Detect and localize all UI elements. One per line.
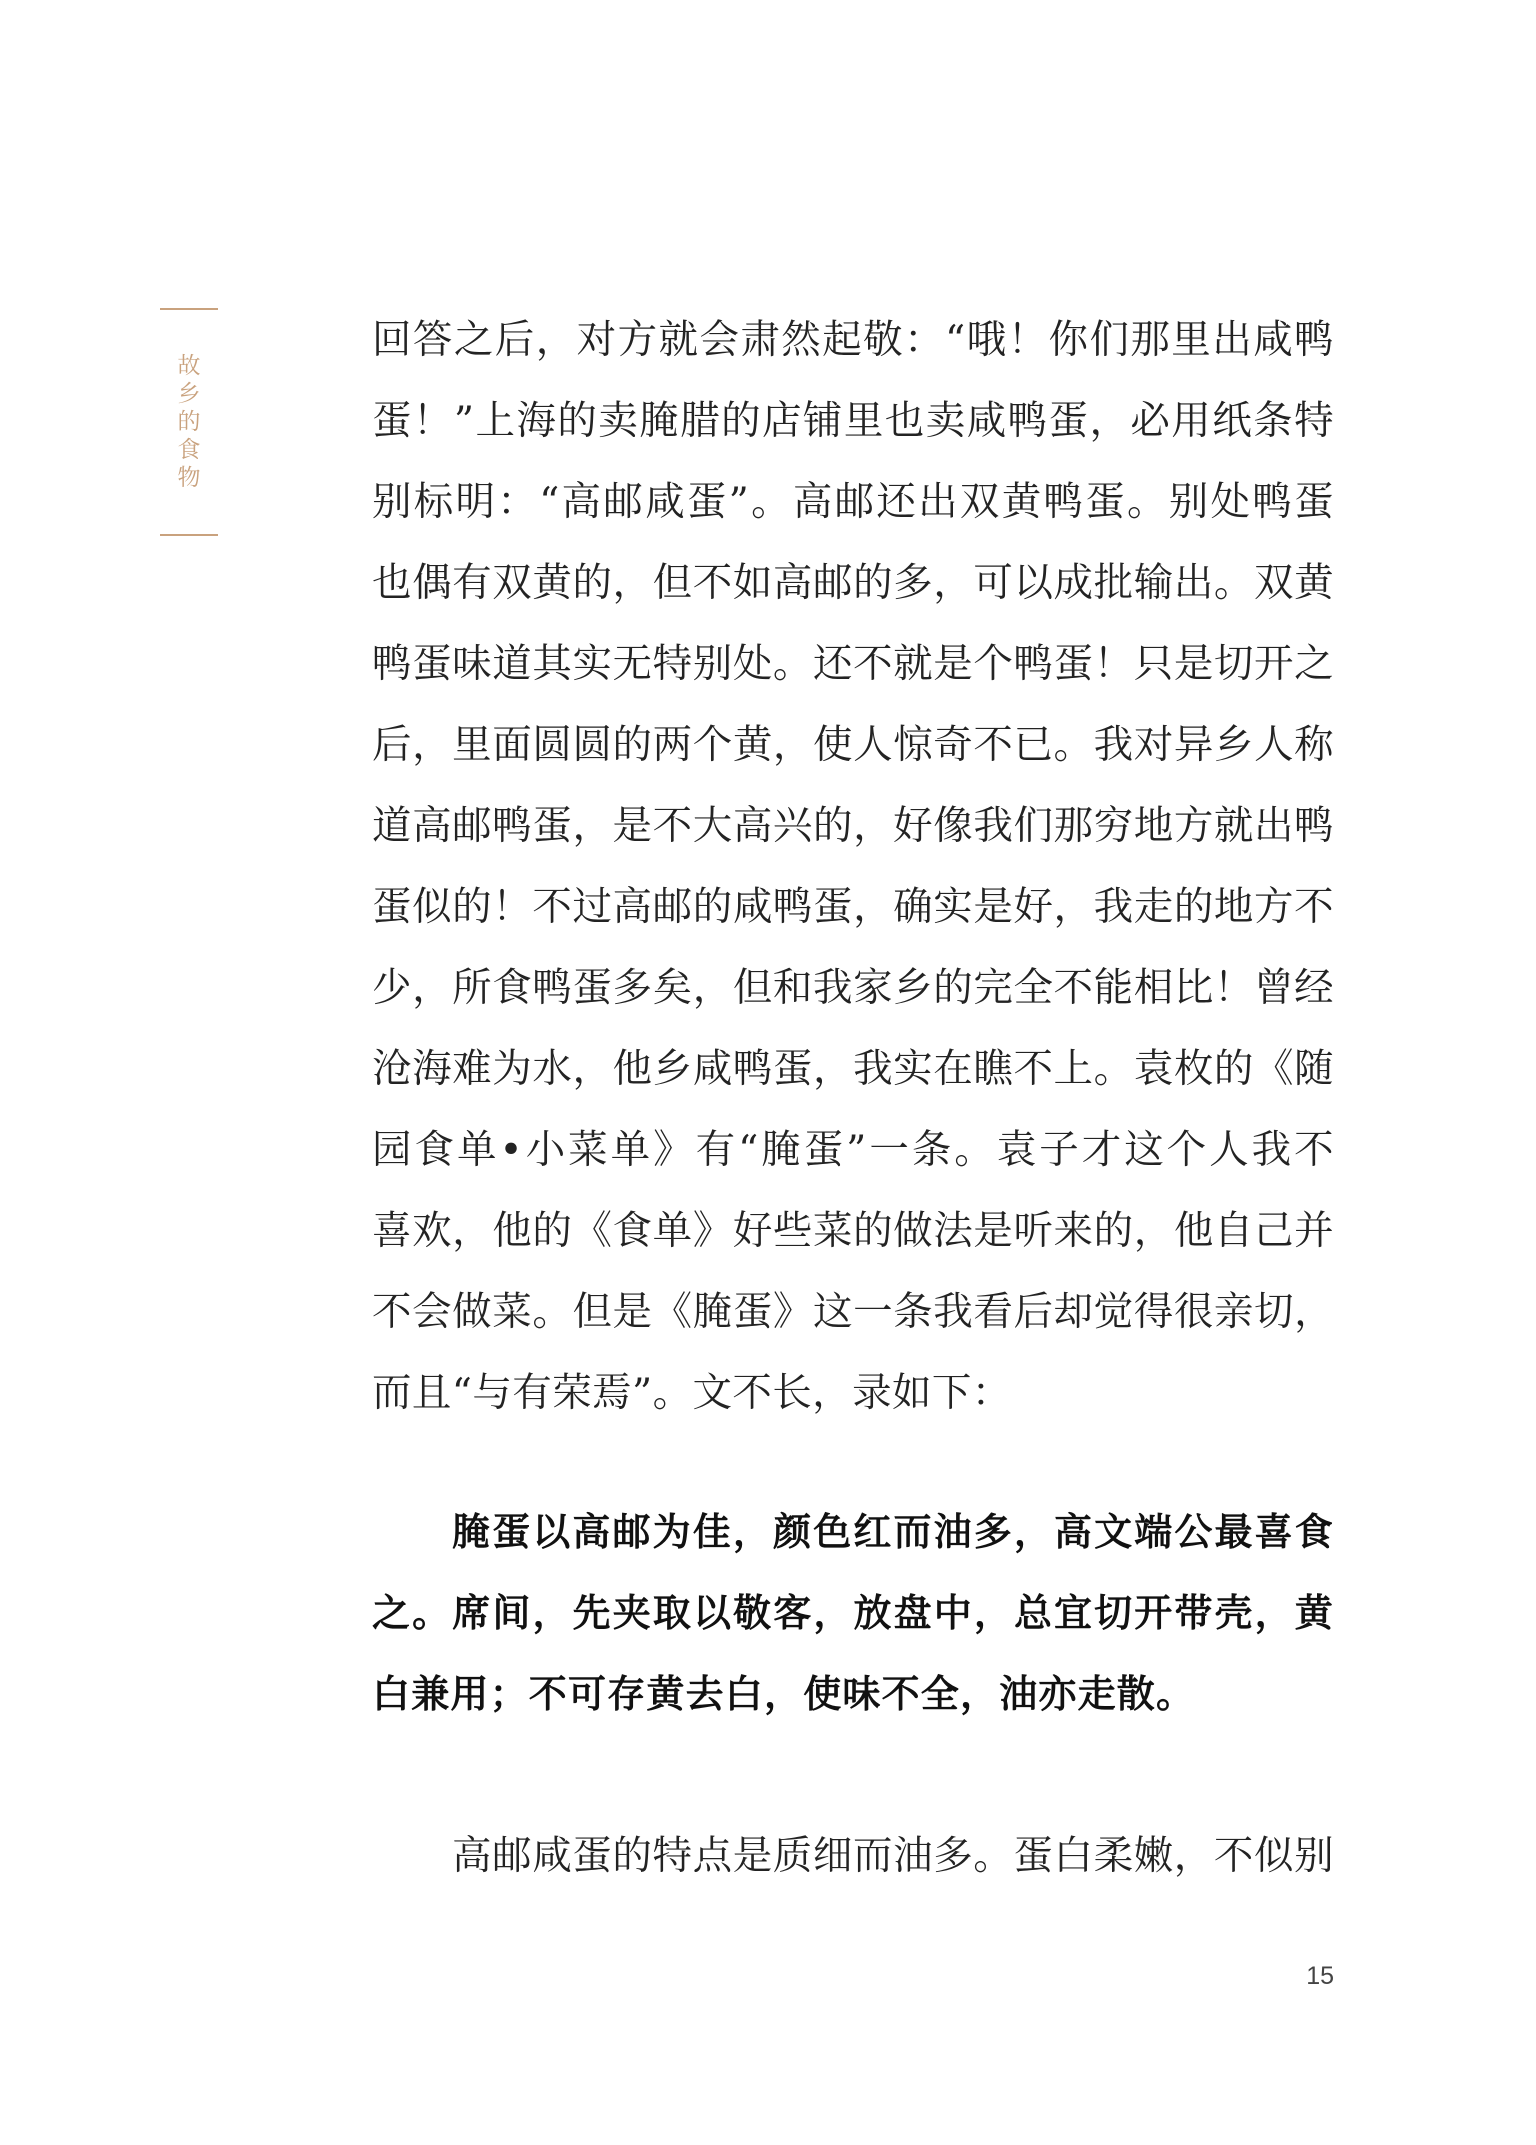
text-line: 不会做菜。但是《腌蛋》这一条我看后却觉得很亲切，	[372, 1289, 1334, 1335]
chapter-title-char: 食	[177, 437, 201, 463]
text-line: 蛋！”上海的卖腌腊的店铺里也卖咸鸭蛋，必用纸条特	[372, 398, 1334, 444]
text-line: 而且“与有荣焉”。文不长，录如下：	[372, 1370, 1012, 1416]
chapter-title-char: 的	[177, 409, 201, 435]
chapter-title-char: 乡	[177, 381, 201, 407]
quote-line: 腌蛋以高邮为佳，颜色红而油多，高文端公最喜食	[452, 1509, 1334, 1554]
text-line: 蛋似的！不过高邮的咸鸭蛋，确实是好，我走的地方不	[372, 884, 1334, 930]
text-line: 鸭蛋味道其实无特别处。还不就是个鸭蛋！只是切开之	[372, 641, 1334, 687]
text-line: 少，所食鸭蛋多矣，但和我家乡的完全不能相比！曾经	[372, 965, 1334, 1011]
text-line: 喜欢，他的《食单》好些菜的做法是听来的，他自己并	[372, 1208, 1334, 1254]
quoted-passage	[372, 1491, 1334, 1734]
body-paragraph	[372, 1816, 1334, 1897]
text-line: 别标明：“高邮咸蛋”。高邮还出双黄鸭蛋。别处鸭蛋	[372, 479, 1334, 525]
text-line: 道高邮鸭蛋，是不大高兴的，好像我们那穷地方就出鸭	[372, 803, 1334, 849]
quote-line: 白兼用；不可存黄去白，使味不全，油亦走散。	[372, 1671, 1196, 1716]
quote-line: 之。席间，先夹取以敬客，放盘中，总宜切开带壳，黄	[372, 1590, 1334, 1635]
side-rule-bottom	[160, 534, 218, 536]
page-number: 15	[1306, 1962, 1334, 1990]
body-paragraph	[372, 300, 1334, 1434]
text-line: 回答之后，对方就会肃然起敬：“哦！你们那里出咸鸭	[372, 317, 1334, 363]
chapter-title-char: 物	[177, 465, 201, 491]
text-line: 园食单•小菜单》有“腌蛋”一条。袁子才这个人我不	[372, 1127, 1334, 1173]
chapter-title-vertical	[160, 352, 218, 492]
text-line: 高邮咸蛋的特点是质细而油多。蛋白柔嫩，不似别	[452, 1833, 1334, 1879]
chapter-side-marker	[160, 308, 220, 536]
text-line: 后，里面圆圆的两个黄，使人惊奇不已。我对异乡人称	[372, 722, 1334, 768]
side-rule-top	[160, 308, 218, 310]
text-line: 沧海难为水，他乡咸鸭蛋，我实在瞧不上。袁枚的《随	[372, 1046, 1334, 1092]
text-line: 也偶有双黄的，但不如高邮的多，可以成批输出。双黄	[372, 560, 1334, 606]
chapter-title-char: 故	[177, 353, 201, 379]
